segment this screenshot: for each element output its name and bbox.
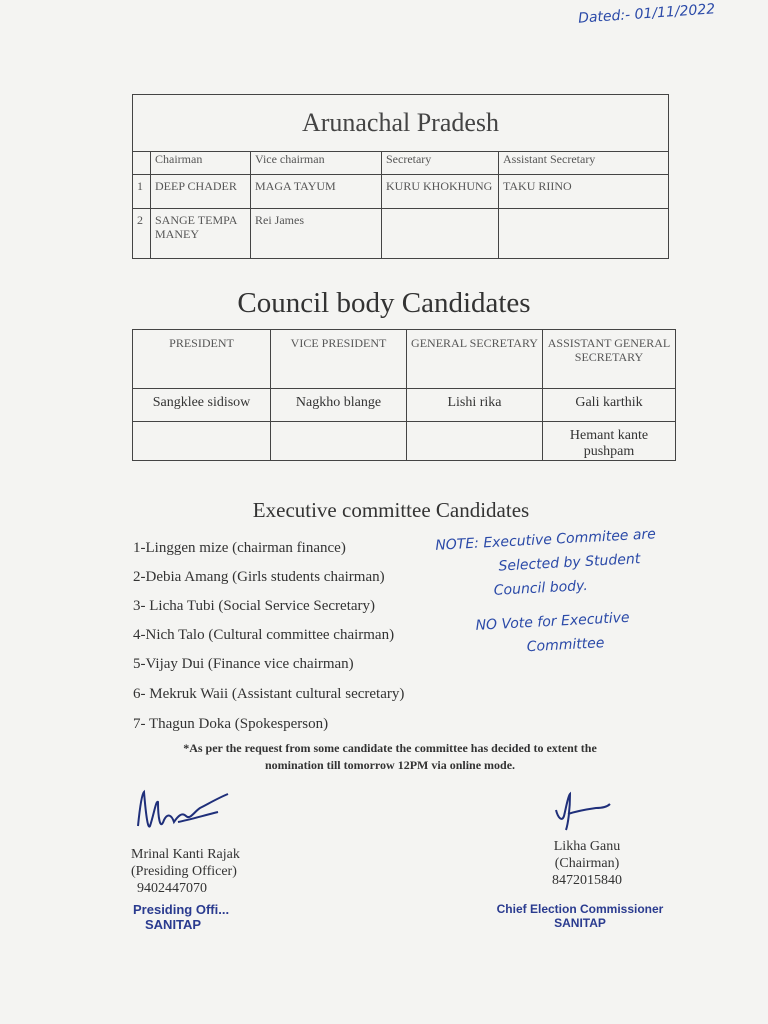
table-row: Sangklee sidisow Nagkho blange Lishi rika Gali karthik (133, 389, 676, 422)
arunachal-header-row (133, 152, 669, 175)
header-chairman: Chairman (151, 152, 251, 175)
arunachal-table (132, 94, 669, 259)
table-row: Hemant kante pushpam (133, 422, 676, 461)
header-vice-chairman: Vice chairman (251, 152, 382, 175)
council-table (132, 329, 676, 461)
left-stamp: Presiding Offi... SANITAP (133, 902, 230, 932)
signature-icon (548, 786, 618, 836)
list-item: 6- Mekruk Waii (Assistant cultural secretary) (133, 686, 405, 702)
list-item: 2-Debia Amang (Girls students chairman) (133, 569, 385, 585)
list-item: 7- Thagun Doka (Spokesperson) (133, 716, 329, 732)
list-item: 5-Vijay Dui (Finance vice chairman) (133, 656, 354, 672)
table-row: 1 DEEP CHADER MAGA TAYUM KURU KHOKHUNG TAKU RIINO (133, 175, 669, 209)
header-secretary: Secretary (382, 152, 499, 175)
list-item: 1-Linggen mize (chairman finance) (133, 540, 346, 556)
council-title: Council body Candidates (237, 287, 531, 319)
handwritten-note: NOTE: Executive Commitee are Selected by Student Council body. NO Vote for Executive Committee (434, 526, 657, 656)
executive-title: Executive committee Candidates (252, 498, 530, 522)
signature-icon (128, 786, 238, 846)
arunachal-title: Arunachal Pradesh (133, 95, 669, 152)
council-header-row: PRESIDENT VICE PRESIDENT GENERAL SECRETARY ASSISTANT GENERAL SECRETARY (133, 330, 676, 389)
table-row: 2 SANGE TEMPA MANEY Rei James (133, 209, 669, 259)
header-assistant-secretary: Assistant Secretary (499, 152, 669, 175)
list-item: 4-Nich Talo (Cultural committee chairman) (133, 627, 395, 643)
dated-annotation: Dated:- 01/11/2022 (577, 1, 716, 27)
notice: *As per the request from some candidate the committee has decided to extent the nomination till tomorrow 12PM via online mode. (183, 741, 597, 772)
right-stamp: Chief Election Commissioner SANITAP (496, 902, 664, 930)
list-item: 3- Licha Tubi (Social Service Secretary) (133, 598, 376, 614)
right-signatory: Likha Ganu (Chairman) 8472015840 (552, 839, 622, 888)
left-signatory: Mrinal Kanti Rajak (Presiding Officer) 9402447070 (131, 847, 240, 896)
